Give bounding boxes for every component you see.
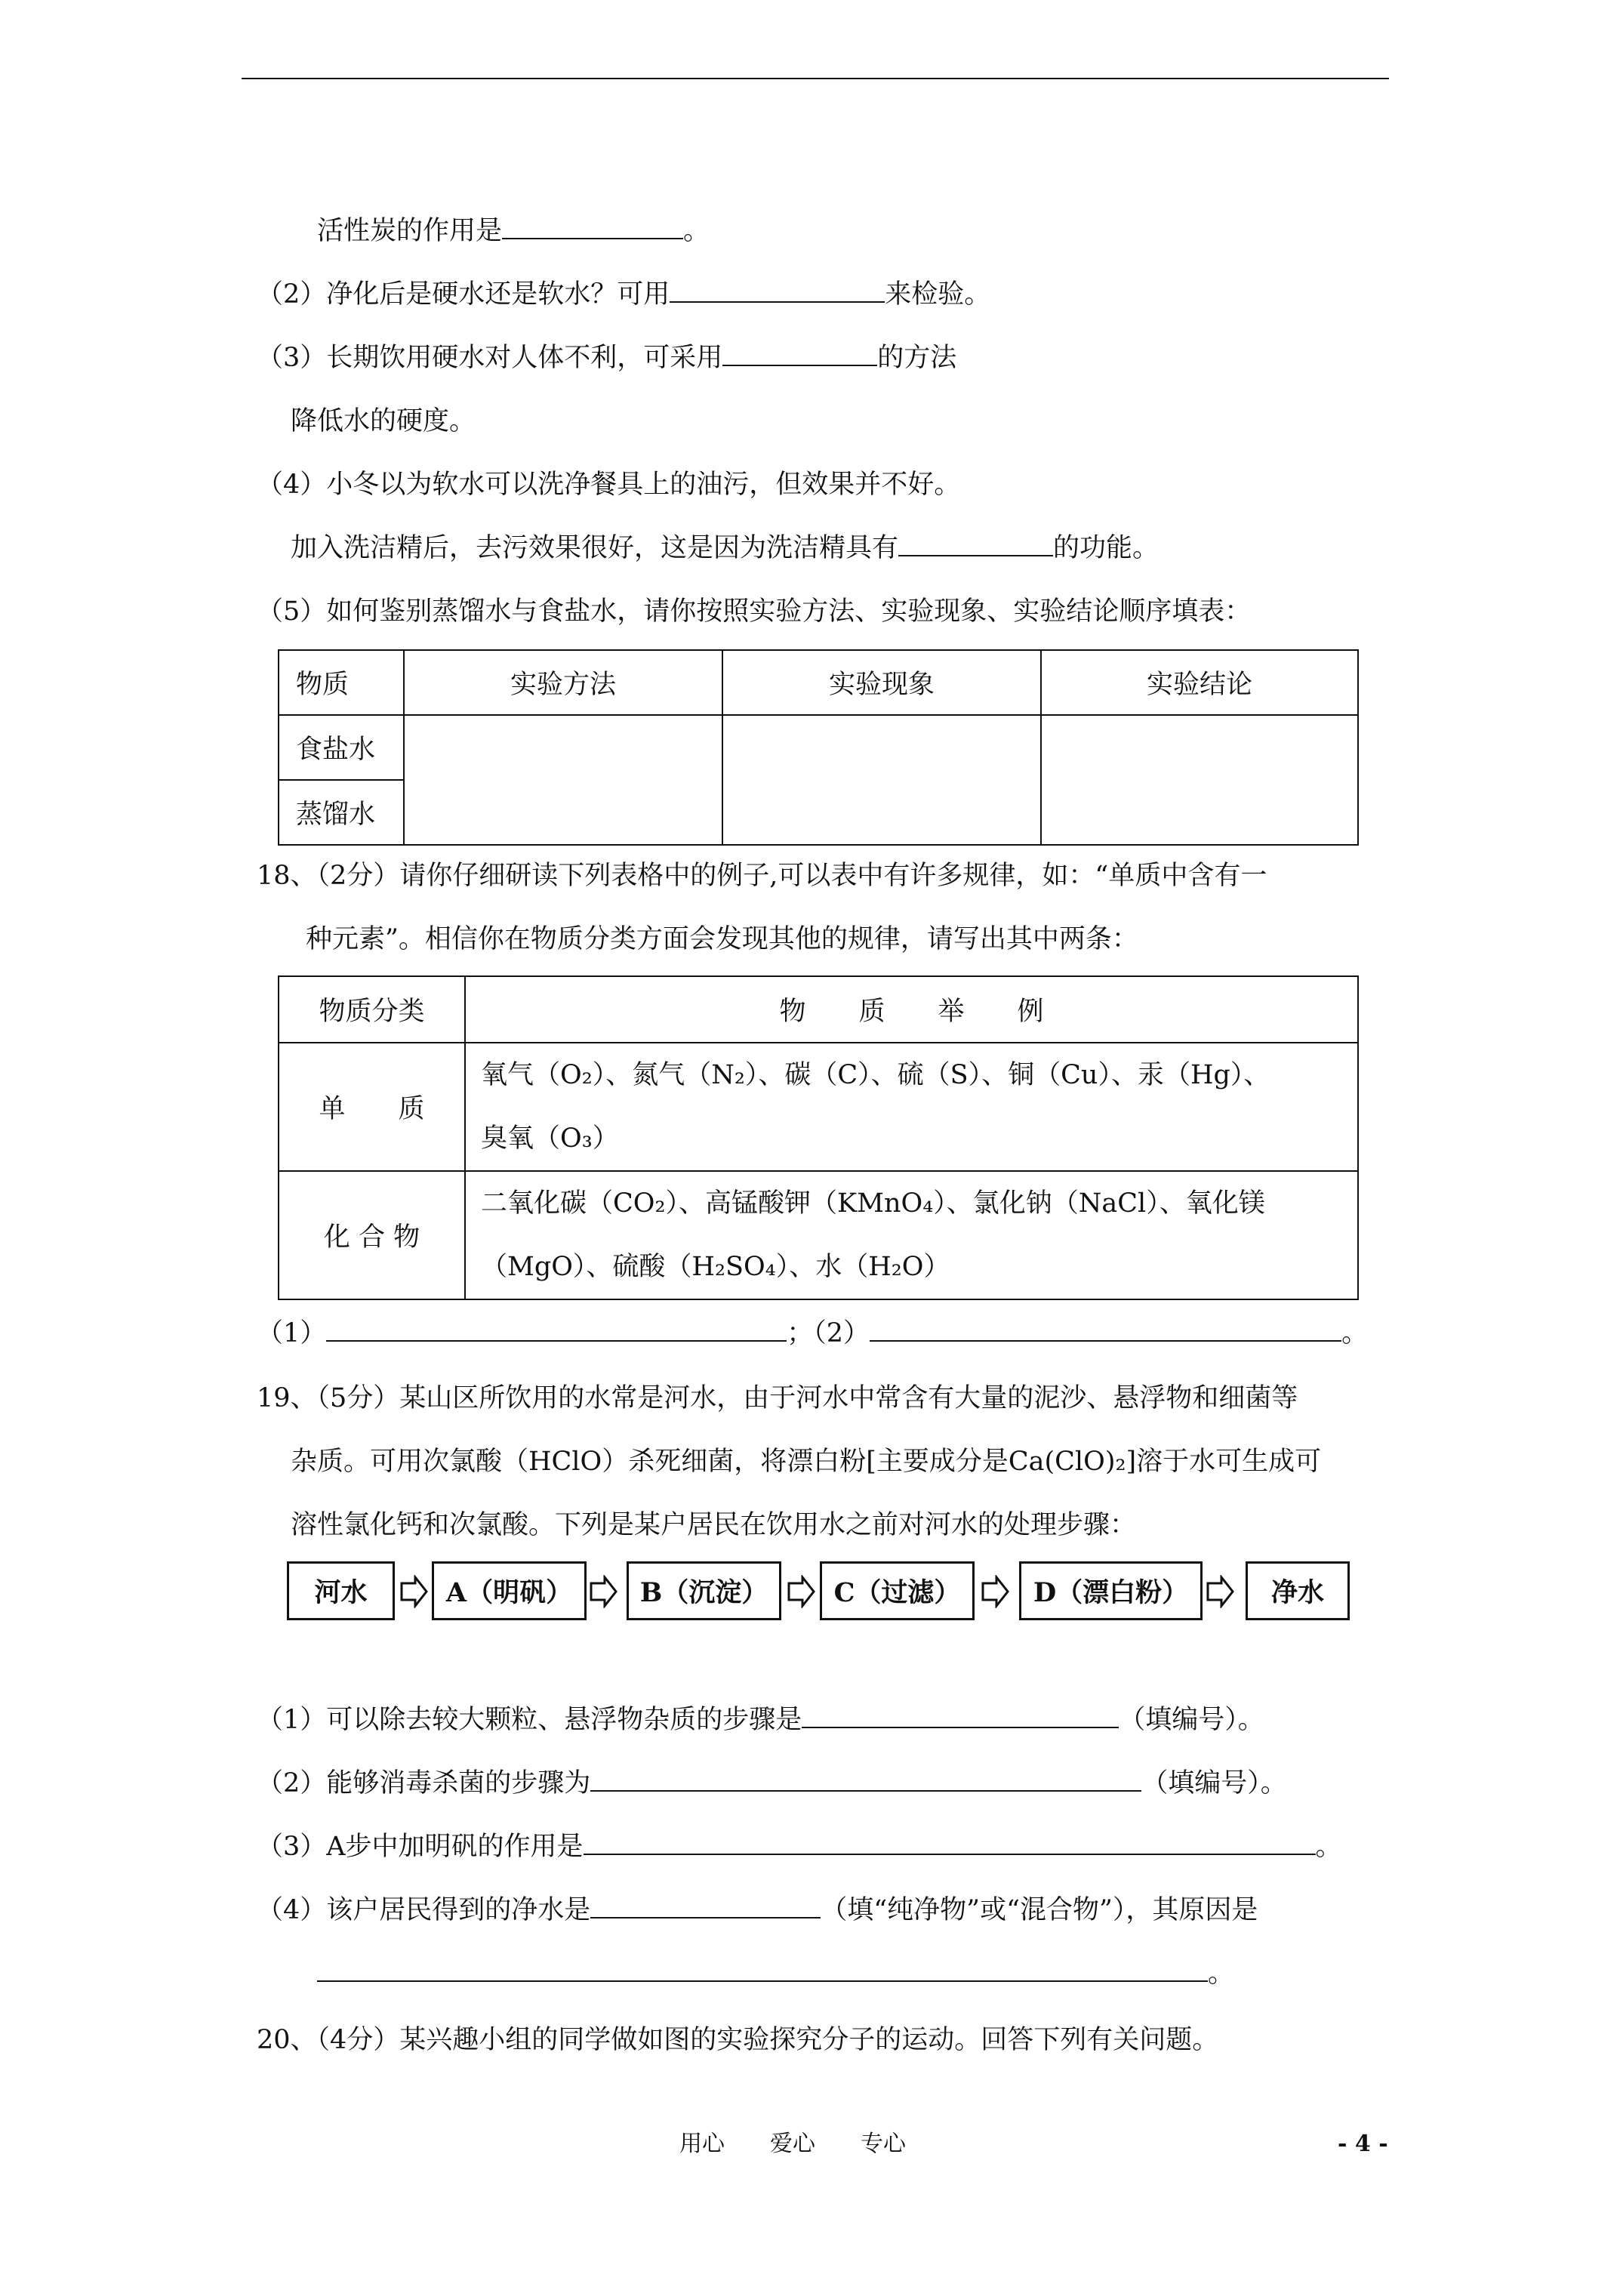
flow-step-c: C（过滤）	[820, 1561, 975, 1620]
q19-sub3: （3）A步中加明矾的作用是 。	[257, 1832, 1342, 1862]
answer-blank[interactable]	[722, 342, 877, 366]
answer-cell[interactable]	[722, 715, 1041, 845]
q17-sub4: （4）小冬以为软水可以洗净餐具上的油污，但效果并不好。	[257, 470, 961, 500]
table-header-cell: 物质	[279, 650, 404, 715]
table-header-cell: 实验方法	[404, 650, 722, 715]
answer-blank[interactable]	[502, 215, 683, 239]
answer-cell[interactable]	[404, 715, 722, 845]
page-number: - 4 -	[1338, 2131, 1388, 2157]
q17-sub2: （2）净化后是硬水还是软水？可用 来检验。	[257, 279, 991, 310]
q18-stem-line1: 18、（2分）请你仔细研读下列表格中的例子,可以表中有许多规律，如：“单质中含有一	[257, 861, 1267, 891]
arrow-right-icon	[787, 1575, 816, 1608]
table-header-cell: 物 质 举 例	[465, 976, 1358, 1043]
q19-stem-line1: 19、（5分）某山区所饮用的水常是河水，由于河水中常含有大量的泥沙、悬浮物和细菌等	[257, 1383, 1298, 1413]
answer-blank[interactable]	[326, 1318, 787, 1342]
q19-sub4: （4）该户居民得到的净水是 （填“纯净物”或“混合物”），其原因是	[257, 1895, 1258, 1925]
q17-sub5: （5）如何鉴别蒸馏水与食盐水，请你按照实验方法、实验现象、实验结论顺序填表：	[257, 596, 1252, 627]
table-row-label: 单 质	[279, 1043, 465, 1171]
flow-step-river-water: 河水	[287, 1561, 395, 1620]
q19-sub4-reason: 。	[317, 1957, 1234, 1990]
q17-sub4-cont: 加入洗洁精后，去污效果很好，这是因为洗洁精具有 的功能。	[291, 533, 1160, 563]
answer-blank[interactable]	[670, 279, 885, 303]
table-header-cell: 物质分类	[279, 976, 465, 1043]
answer-cell[interactable]	[1041, 715, 1358, 845]
header-rule	[242, 78, 1389, 79]
q17-sub3-cont: 降低水的硬度。	[291, 406, 476, 436]
identify-water-table	[278, 649, 1359, 846]
table-row-label: 化 合 物	[279, 1171, 465, 1299]
table-cell	[465, 1043, 1358, 1171]
table-row-label: 蒸馏水	[279, 780, 404, 845]
answer-blank[interactable]	[590, 1894, 821, 1918]
arrow-right-icon	[590, 1575, 618, 1608]
flow-step-d: D（漂白粉）	[1019, 1561, 1203, 1620]
compounds-line: （MgO）、硫酸（H₂SO₄）、水（H₂O）	[481, 1252, 950, 1282]
q18-answer-line: （1） ；（2） 。	[257, 1318, 1369, 1348]
q19-stem-line3: 溶性氯化钙和次氯酸。下列是某户居民在饮用水之前对河水的处理步骤：	[291, 1510, 1137, 1540]
q19-sub1: （1）可以除去较大颗粒、悬浮物杂质的步骤是 （填编号）。	[257, 1705, 1264, 1735]
compounds-line: 二氧化碳（CO₂）、高锰酸钾（KMnO₄）、氯化钠（NaCl）、氧化镁	[481, 1188, 1265, 1219]
q19-stem-line2: 杂质。可用次氯酸（HClO）杀死细菌，将漂白粉[主要成分是Ca(ClO)₂]溶于水可生成可	[291, 1447, 1322, 1477]
answer-blank[interactable]	[870, 1318, 1341, 1342]
q17-activated-carbon-line: 活性炭的作用是 。	[317, 216, 710, 246]
arrow-right-icon	[981, 1575, 1010, 1608]
arrow-right-icon	[1206, 1575, 1235, 1608]
q20-stem-line1: 20、（4分）某兴趣小组的同学做如图的实验探究分子的运动。回答下列有关问题。	[257, 2025, 1219, 2055]
q19-sub2: （2）能够消毒杀菌的步骤为 （填编号）。	[257, 1768, 1287, 1798]
answer-blank[interactable]	[590, 1767, 1141, 1792]
table-cell	[465, 1171, 1358, 1299]
table-header-cell: 实验现象	[722, 650, 1041, 715]
answer-blank[interactable]	[898, 532, 1053, 556]
elements-line: 臭氧（O₃）	[481, 1123, 619, 1154]
footer-motto: 用心 爱心 专心	[679, 2131, 906, 2157]
arrow-right-icon	[400, 1575, 429, 1608]
q17-sub3: （3）长期饮用硬水对人体不利，可采用 的方法	[257, 343, 957, 373]
table-row-label: 食盐水	[279, 715, 404, 780]
table-header-cell: 实验结论	[1041, 650, 1358, 715]
flow-step-b: B（沉淀）	[627, 1561, 781, 1620]
q18-stem-line2: 种元素”。相信你在物质分类方面会发现其他的规律，请写出其中两条：	[306, 924, 1138, 954]
flow-step-a: A（明矾）	[432, 1561, 587, 1620]
answer-blank[interactable]	[584, 1831, 1316, 1855]
elements-line: 氧气（O₂）、氮气（N₂）、碳（C）、硫（S）、铜（Cu）、汞（Hg）、	[481, 1060, 1270, 1090]
answer-blank[interactable]	[317, 1958, 1208, 1982]
flow-step-clean-water: 净水	[1246, 1561, 1350, 1620]
classification-table	[278, 975, 1359, 1300]
answer-blank[interactable]	[802, 1704, 1119, 1728]
